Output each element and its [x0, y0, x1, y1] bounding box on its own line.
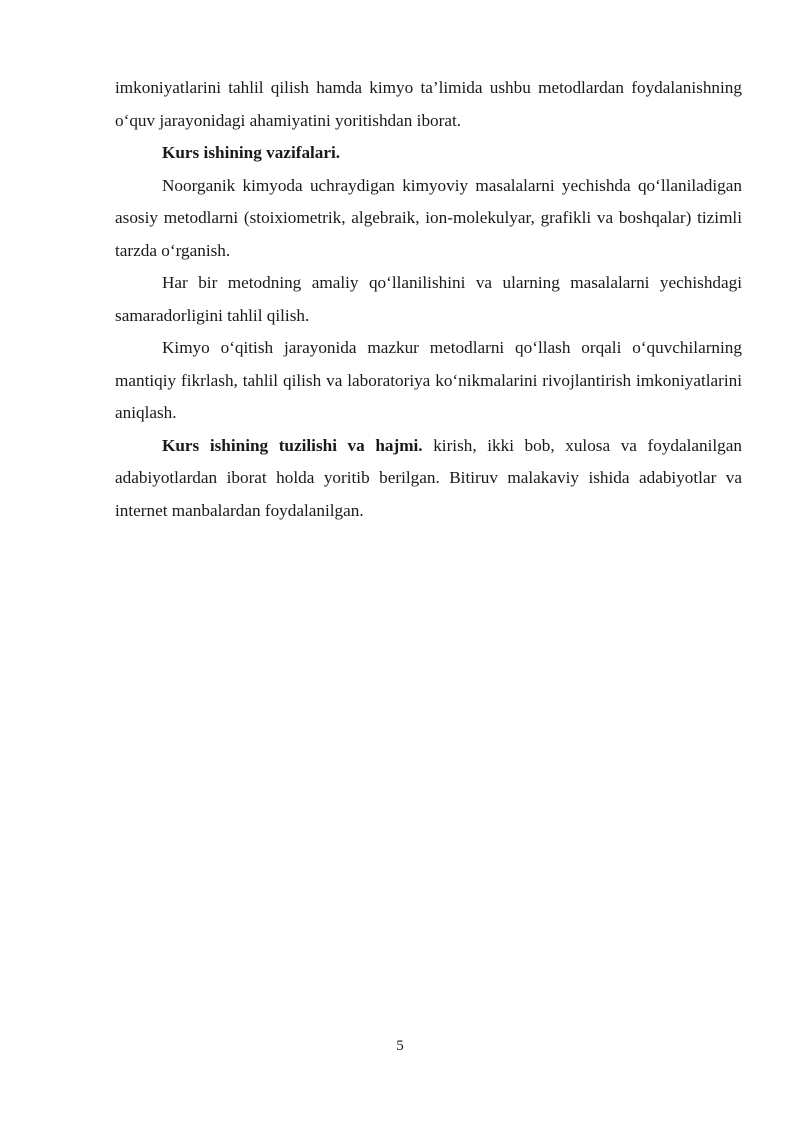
paragraph-task-1: Noorganik kimyoda uchraydigan kimyoviy masalalarni yechishda qo‘llaniladigan asosiy metodlarni (stoixiometrik, algebraik, ion-molekulyar, grafikli va boshqalar) tizimli tarzda o‘rganish.: [115, 175, 742, 260]
paragraph-task-3: Kimyo o‘qitish jarayonida mazkur metodlarni qo‘llash orqali o‘quvchilarning mantiqiy fikrlash, tahlil qilish va laboratoriya ko‘nikmalarini rivojlantirish imkoniyatlarini aniqlash.: [115, 338, 742, 422]
structure-text: kirish, ikki bob, xulosa va foydalanilgan adabiyotlardan iborat holda yoritib berilgan. Bitiruv malakaviy ishida adabiyotlar va internet manbalardan foydalanilgan.: [115, 435, 743, 520]
page-content: [115, 72, 742, 527]
paragraph-intro-continuation: imkoniyatlarini tahlil qilish hamda kimyo ta’limida ushbu metodlardan foydalanishning o‘quv jarayonidagi ahamiyatini yoritishdan iborat.: [115, 78, 742, 130]
paragraph-structure: [115, 430, 742, 528]
heading-course-tasks: Kurs ishining vazifalari.: [162, 143, 341, 162]
structure-bold-lead: Kurs ishining tuzilishi va hajmi.: [162, 435, 423, 455]
paragraph-task-2: Har bir metodning amaliy qo‘llanilishini va ularning masalalarni yechishdagi samaradorligini tahlil qilish.: [115, 273, 742, 325]
page-number: 5: [396, 1038, 404, 1054]
